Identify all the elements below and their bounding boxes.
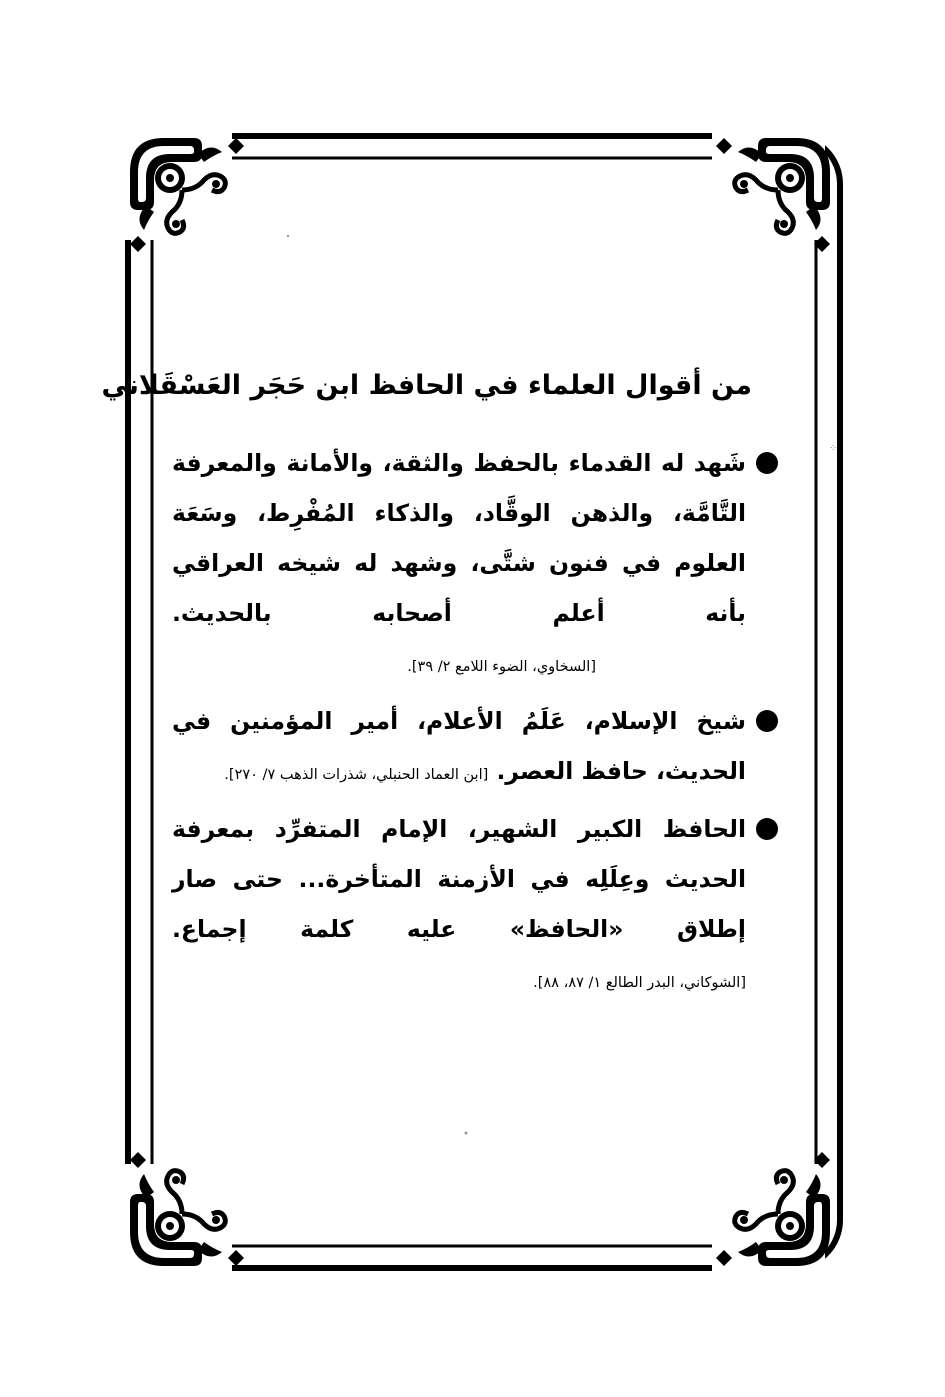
bullet-icon (756, 818, 778, 840)
list-item (172, 438, 780, 692)
bullet-icon (756, 452, 778, 474)
bullet-icon (756, 710, 778, 732)
quote-text: شيخ الإسلام، عَلَمُ الأعلام، أمير المؤمنين في الحديث، حافظ العصر. (172, 707, 746, 786)
quote-text: شَهد له القدماء بالحفظ والثقة، والأمانة والمعرفة التَّامَّة، والذهن الوقَّاد، والذكاء المُفْرِط، وسَعَة العلوم في فنون شتَّى، وشهد له شيخه العراقي بأنه أعلم أصحابه بالحديث. (172, 449, 746, 628)
quote-source: [ابن العماد الحنبلي، شذرات الذهب ٧/ ٢٧٠]. (224, 767, 489, 784)
list-item (172, 804, 780, 1008)
scan-speck: ⁘ (829, 443, 838, 454)
page-content (101, 370, 780, 1012)
quotes-list (172, 438, 780, 1008)
list-item (172, 696, 780, 800)
quote-source: [السخاوي، الضوء اللامع ٢/ ٣٩]. (407, 659, 596, 676)
quote-text: الحافظ الكبير الشهير، الإمام المتفرِّد بمعرفة الحديث وعِلَلِه في الأزمنة المتأخرة... حتى صار إطلاق «الحافظ» عليه كلمة إجماع. (172, 815, 746, 944)
page-title: من أقوال العلماء في الحافظ ابن حَجَر العَسْقَلاني (101, 370, 752, 401)
quote-source: [الشوكاني، البدر الطالع ١/ ٨٧، ٨٨]. (533, 975, 746, 992)
